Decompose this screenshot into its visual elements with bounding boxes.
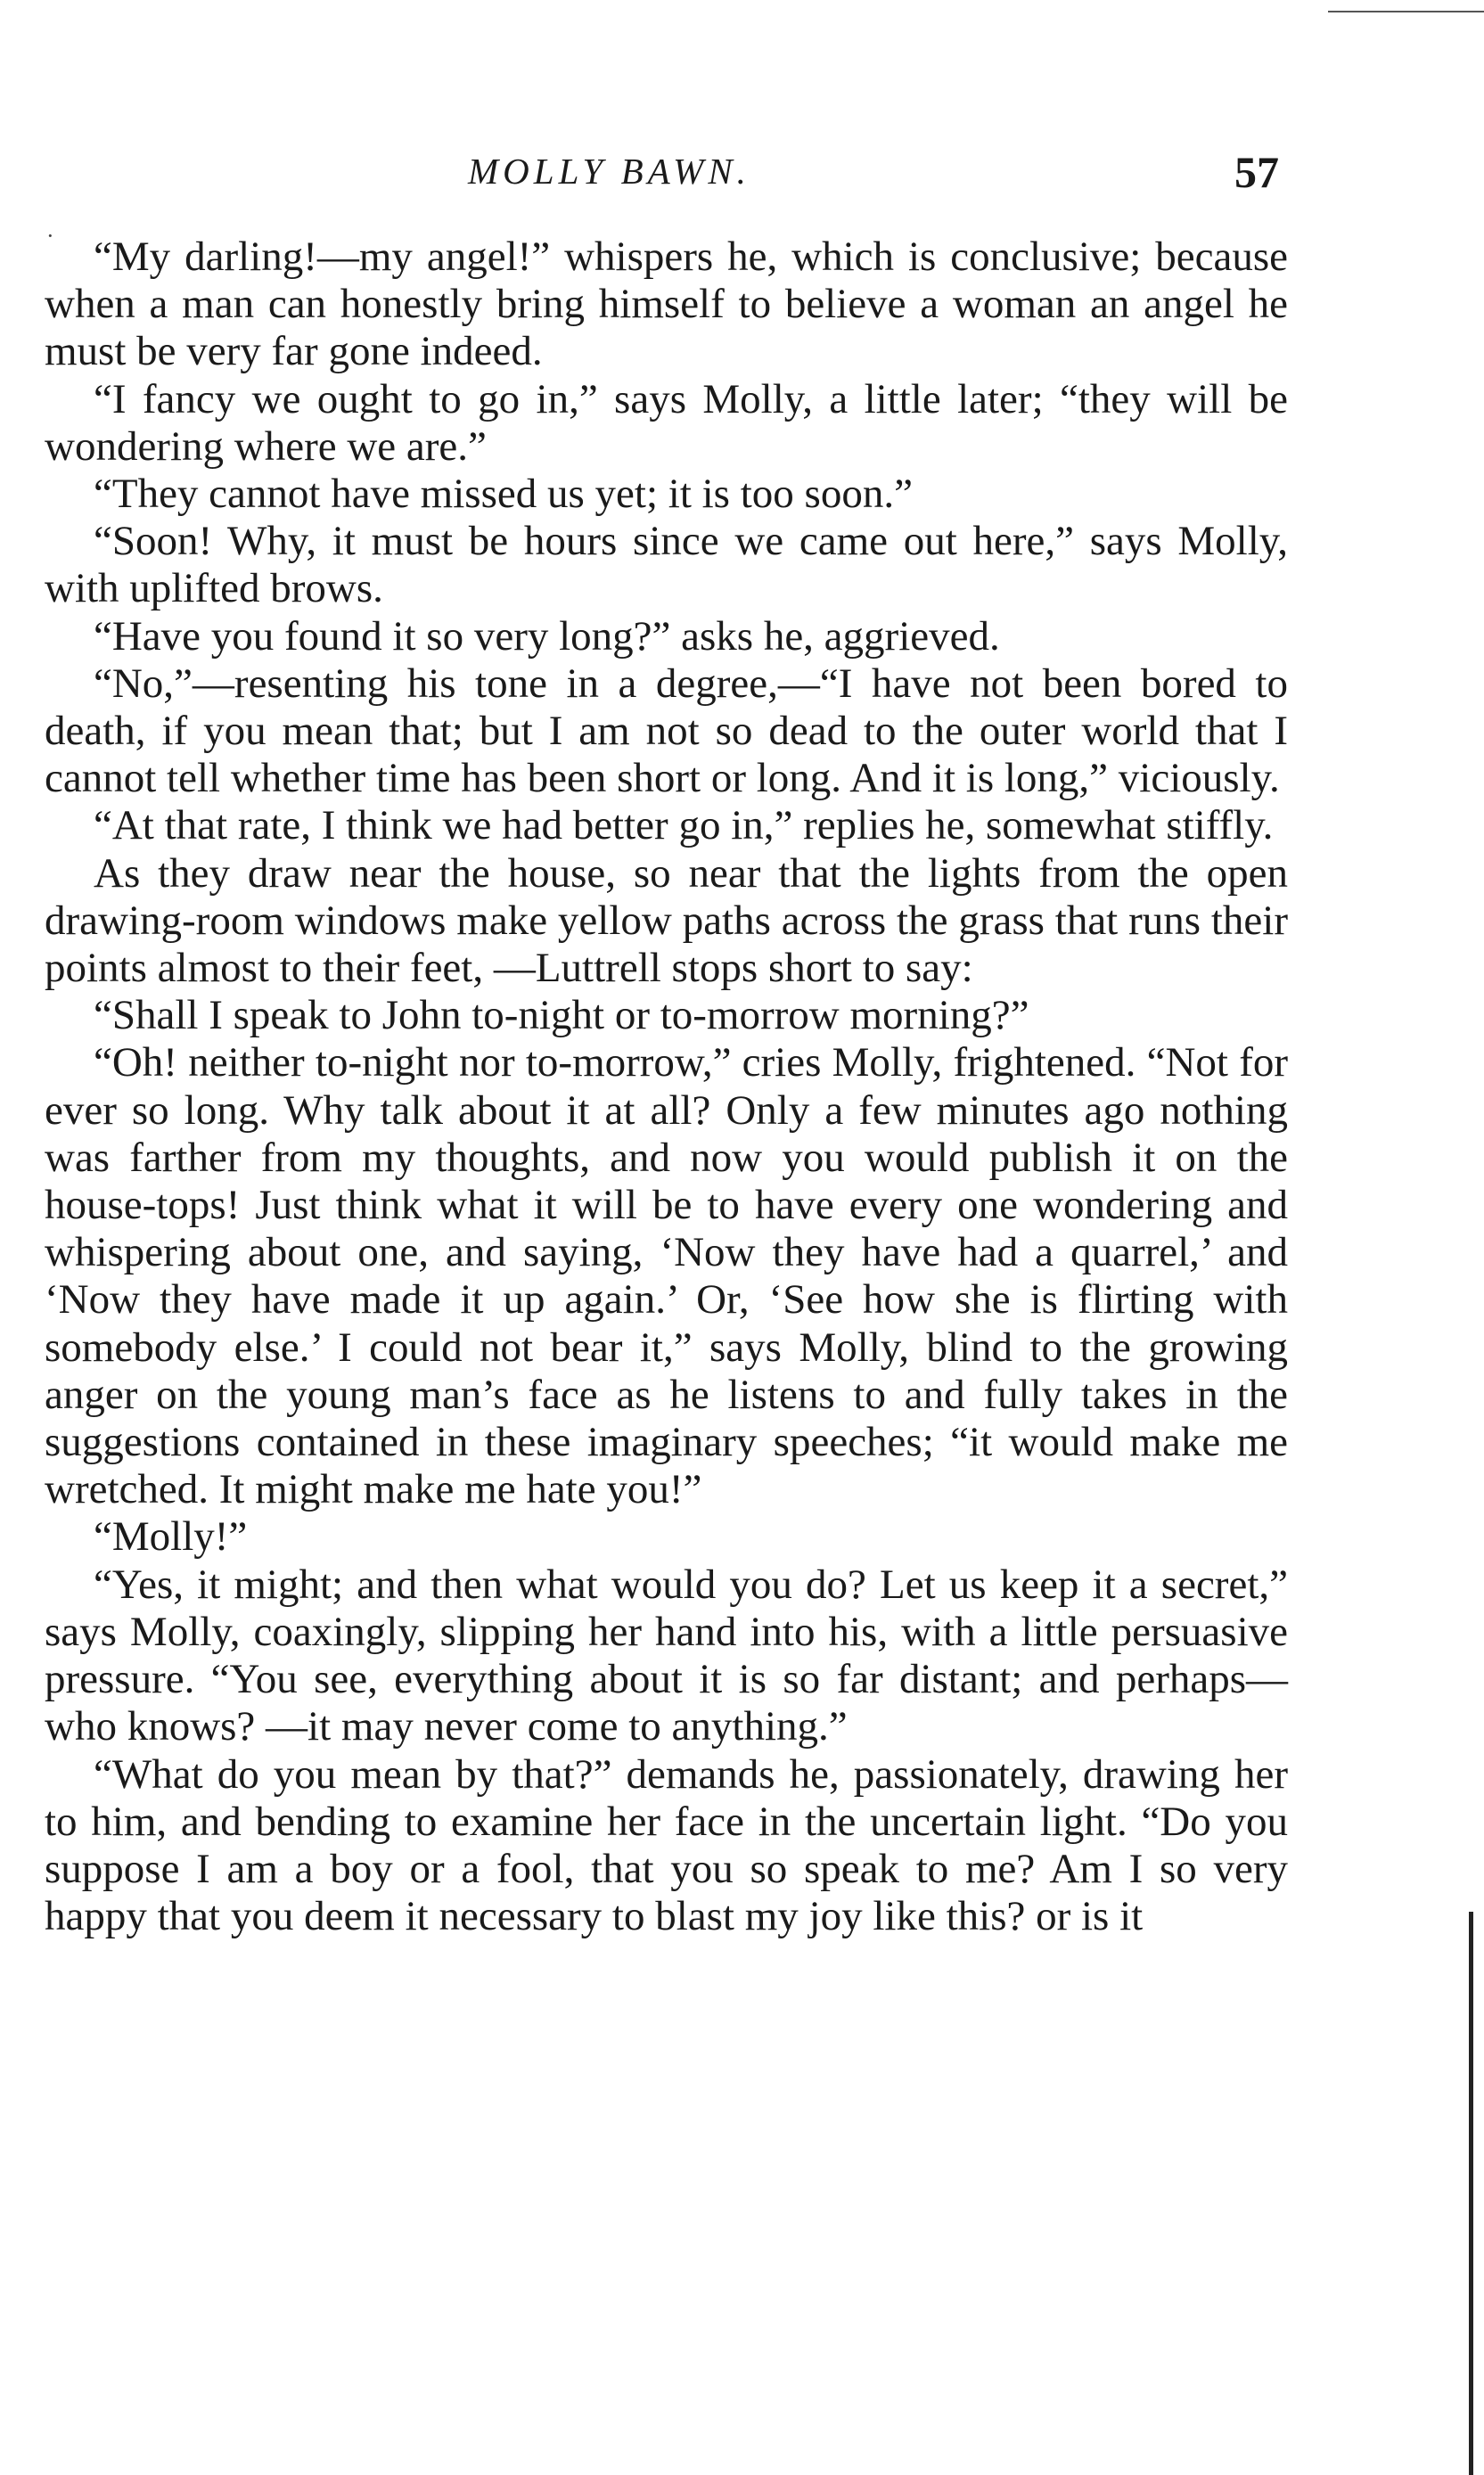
paragraph: “Soon! Why, it must be hours since we came out here,” says Molly, with uplifted brows. — [45, 518, 1288, 612]
paragraph: “What do you mean by that?” demands he, passionately, drawing her to him, and bending to examine her face in the uncertain light. “Do you suppose I am a boy or a fool, that you so speak to me? Am I so very happy that you deem it necessary to blast my joy like this? or is it — [45, 1750, 1288, 1940]
paragraph: “Yes, it might; and then what would you do? Let us keep it a secret,” says Molly, coaxingly, slipping her hand into his, with a little persuasive pressure. “You see, everything about it is so far distant; and perhaps—who knows? —it may never come to anything.” — [45, 1561, 1288, 1750]
stray-ink-mark: · — [46, 223, 54, 249]
page-edge-shadow — [1469, 1912, 1473, 2475]
paragraph: “Molly!” — [94, 1513, 248, 1561]
page-number: 57 — [1234, 147, 1279, 197]
running-head — [0, 147, 1484, 203]
paragraph: “My darling!—my angel!” whispers he, which is conclusive; because when a man can honestly bring himself to believe a woman an angel he must be very far gone indeed. — [45, 234, 1288, 375]
paragraph: “At that rate, I think we had better go in,” replies he, somewhat stiffly. — [94, 802, 1274, 849]
paragraph: “Shall I speak to John to-night or to-morrow morning?” — [94, 992, 1029, 1039]
body-text — [45, 234, 1288, 1940]
paragraph: As they draw near the house, so near that the lights from the open drawing-room windows make yellow paths across the grass that runs their points almost to their feet, —Luttrell stops short to say: — [45, 849, 1288, 992]
paragraph: “No,”—resenting his tone in a degree,—“I have not been bored to death, if you mean that; but I am not so dead to the outer world that I cannot tell whether time has been short or long. And it is long,” viciously. — [45, 660, 1288, 802]
running-title: MOLLY BAWN. — [468, 151, 750, 192]
paragraph: “Have you found it so very long?” asks he, aggrieved. — [94, 612, 1000, 660]
paragraph: “They cannot have missed us yet; it is too soon.” — [94, 471, 913, 518]
top-edge-rule — [1328, 11, 1484, 12]
paragraph: “Oh! neither to-night nor to-morrow,” cries Molly, frightened. “Not for ever so long. Why talk about it at all? Only a few minutes ago nothing was farther from my thoughts, and now you would publish it on the house-tops! Just think what it will be to have every one wondering and whispering about one, and saying, ‘Now they have had a quarrel,’ and ‘Now they have made it up again.’ Or, ‘See how she is flirting with somebody else.’ I could not bear it,” says Molly, blind to the growing anger on the young man’s face as he listens to and fully takes in the suggestions contained in these imaginary speeches; “it would make me wretched. It might make me hate you!” — [45, 1039, 1288, 1513]
paragraph: “I fancy we ought to go in,” says Molly, a little later; “they will be wondering where we are.” — [45, 375, 1288, 470]
